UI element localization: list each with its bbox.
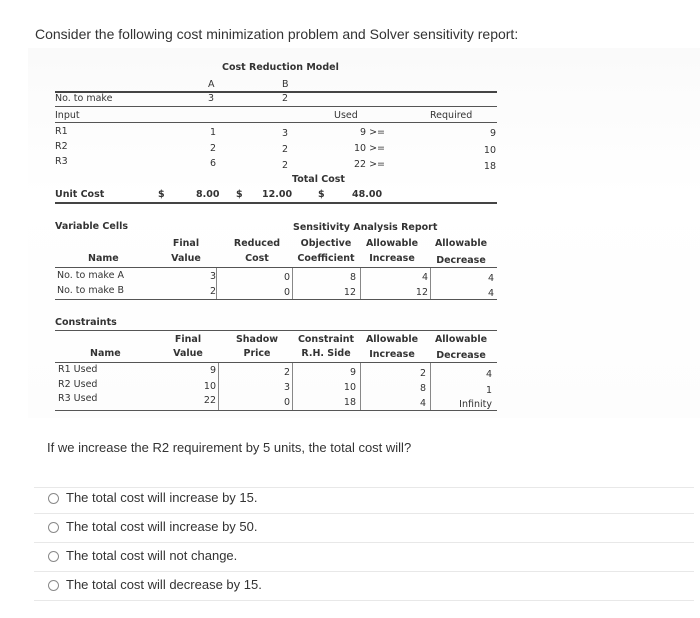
chdr-price: Price <box>243 348 271 359</box>
row-r1-name: R1 <box>55 126 68 137</box>
required-header: Required <box>430 110 473 121</box>
option-2-label[interactable]: The total cost will increase by 50. <box>66 519 258 534</box>
row-r3-a: 6 <box>210 158 217 169</box>
con-r3-dec: Infinity <box>459 399 492 410</box>
col-b-header: B <box>282 79 289 90</box>
option-1-label[interactable]: The total cost will increase by 15. <box>66 490 258 505</box>
var-vline-4 <box>430 268 431 299</box>
con-vline-1 <box>218 363 219 410</box>
question-text: If we increase the R2 requirement by 5 units, the total cost will? <box>47 440 412 455</box>
con-vline-4 <box>430 363 431 410</box>
con-r3-shadow: 0 <box>283 397 290 408</box>
con-r2-final: 10 <box>203 381 216 392</box>
unit-cost-label: Unit Cost <box>55 189 105 200</box>
hdr-objective: Objective <box>300 238 352 249</box>
var-a-final: 3 <box>209 271 216 282</box>
hdr-final: Final <box>172 238 200 249</box>
var-a-inc: 4 <box>421 272 428 283</box>
chdr-allowable-inc: Allowable <box>365 334 419 345</box>
unit-cost-a: 8.00 <box>196 189 220 200</box>
constraints-label: Constraints <box>55 317 117 328</box>
hdr-increase: Increase <box>369 253 415 264</box>
con-r1-name: R1 Used <box>58 364 98 375</box>
option-divider-bottom <box>34 600 694 601</box>
total-cost-label: Total Cost <box>292 174 345 185</box>
option-divider-2 <box>34 542 694 543</box>
var-b-inc: 12 <box>415 287 428 298</box>
option-3-radio[interactable] <box>48 551 59 562</box>
con-rule-top <box>55 330 497 331</box>
con-vline-3 <box>360 363 361 410</box>
con-r2-shadow: 3 <box>283 382 290 393</box>
con-r3-final: 22 <box>203 395 216 406</box>
option-4-label[interactable]: The total cost will decrease by 15. <box>66 577 262 592</box>
row-r1-used: 9 >= <box>360 127 385 138</box>
model-title: Cost Reduction Model <box>222 62 339 73</box>
row-r2-used: 10 >= <box>353 143 385 154</box>
var-a-name: No. to make A <box>57 270 124 281</box>
input-label: Input <box>55 110 80 121</box>
chdr-increase: Increase <box>369 349 415 360</box>
row-r2-name: R2 <box>55 141 68 152</box>
var-vline-1 <box>216 268 217 299</box>
con-r1-rhs: 9 <box>349 367 356 378</box>
chdr-shadow: Shadow <box>235 334 279 345</box>
chdr-rhs: R.H. Side <box>301 348 351 359</box>
var-b-reduced: 0 <box>283 287 290 298</box>
option-divider-top <box>34 487 694 488</box>
no-to-make-b: 2 <box>282 93 289 104</box>
con-r3-rhs: 18 <box>343 397 356 408</box>
con-r1-final: 9 <box>209 365 216 376</box>
con-rule-2 <box>55 410 497 411</box>
row-r1-a: 1 <box>210 127 217 138</box>
row-r1-b: 3 <box>282 128 289 139</box>
option-divider-3 <box>34 571 694 572</box>
var-b-name: No. to make B <box>57 285 124 296</box>
row-r1-required: 9 <box>489 128 496 139</box>
chdr-constraint: Constraint <box>297 334 355 345</box>
variable-cells-label: Variable Cells <box>55 221 128 232</box>
hdr-cost: Cost <box>245 253 269 264</box>
sensitivity-report-title: Sensitivity Analysis Report <box>293 222 438 233</box>
con-r2-name: R2 Used <box>58 379 98 390</box>
con-r1-dec: 4 <box>485 369 492 380</box>
no-to-make-a: 3 <box>208 93 215 104</box>
var-b-coef: 12 <box>343 287 356 298</box>
rule-2 <box>55 106 497 107</box>
chdr-allowable-dec: Allowable <box>434 334 488 345</box>
option-2-radio[interactable] <box>48 522 59 533</box>
chdr-name: Name <box>90 348 121 359</box>
col-a-header: A <box>208 79 215 90</box>
no-to-make-label: No. to make <box>55 93 113 104</box>
hdr-decrease: Decrease <box>436 255 486 266</box>
row-r3-used: 22 >= <box>353 159 385 170</box>
option-3-label[interactable]: The total cost will not change. <box>66 548 238 563</box>
con-r1-inc: 2 <box>419 368 426 379</box>
option-4-radio[interactable] <box>48 580 59 591</box>
con-r2-rhs: 10 <box>343 382 356 393</box>
hdr-allowable-inc: Allowable <box>365 238 419 249</box>
con-r3-inc: 4 <box>419 398 426 409</box>
var-b-dec: 4 <box>487 288 494 299</box>
var-vline-3 <box>360 268 361 299</box>
con-r3-name: R3 Used <box>58 393 98 404</box>
unit-cost-b-currency: $ <box>236 189 243 200</box>
option-1-radio[interactable] <box>48 493 59 504</box>
hdr-value: Value <box>171 253 201 264</box>
unit-cost-b: 12.00 <box>262 189 293 200</box>
var-a-dec: 4 <box>487 273 494 284</box>
total-cost-currency: $ <box>318 189 325 200</box>
hdr-reduced: Reduced <box>233 238 281 249</box>
total-cost-value: 48.00 <box>352 189 383 200</box>
rule-3 <box>55 122 497 123</box>
row-r2-b: 2 <box>282 144 289 155</box>
hdr-name: Name <box>88 253 119 264</box>
var-vline-2 <box>292 268 293 299</box>
con-r2-inc: 8 <box>419 383 426 394</box>
hdr-coefficient: Coefficient <box>297 253 355 264</box>
con-r2-dec: 1 <box>485 385 492 396</box>
con-r1-shadow: 2 <box>283 367 290 378</box>
row-r3-required: 18 <box>483 161 496 172</box>
chdr-final: Final <box>174 334 202 345</box>
hdr-allowable-dec: Allowable <box>434 238 488 249</box>
var-a-coef: 8 <box>349 272 356 283</box>
bottom-rule <box>55 202 497 204</box>
var-b-final: 2 <box>209 286 216 297</box>
top-rule <box>55 91 497 93</box>
question-intro: Consider the following cost minimization problem and Solver sensitivity report: <box>35 26 519 42</box>
row-r3-b: 2 <box>282 160 289 171</box>
var-rule-2 <box>55 299 497 300</box>
used-header: Used <box>334 110 358 121</box>
option-divider-1 <box>34 513 694 514</box>
row-r3-name: R3 <box>55 156 68 167</box>
row-r2-a: 2 <box>210 143 217 154</box>
con-vline-2 <box>292 363 293 410</box>
chdr-decrease: Decrease <box>436 350 486 361</box>
unit-cost-a-currency: $ <box>158 189 165 200</box>
var-a-reduced: 0 <box>283 272 290 283</box>
chdr-value: Value <box>173 348 203 359</box>
row-r2-required: 10 <box>483 145 496 156</box>
